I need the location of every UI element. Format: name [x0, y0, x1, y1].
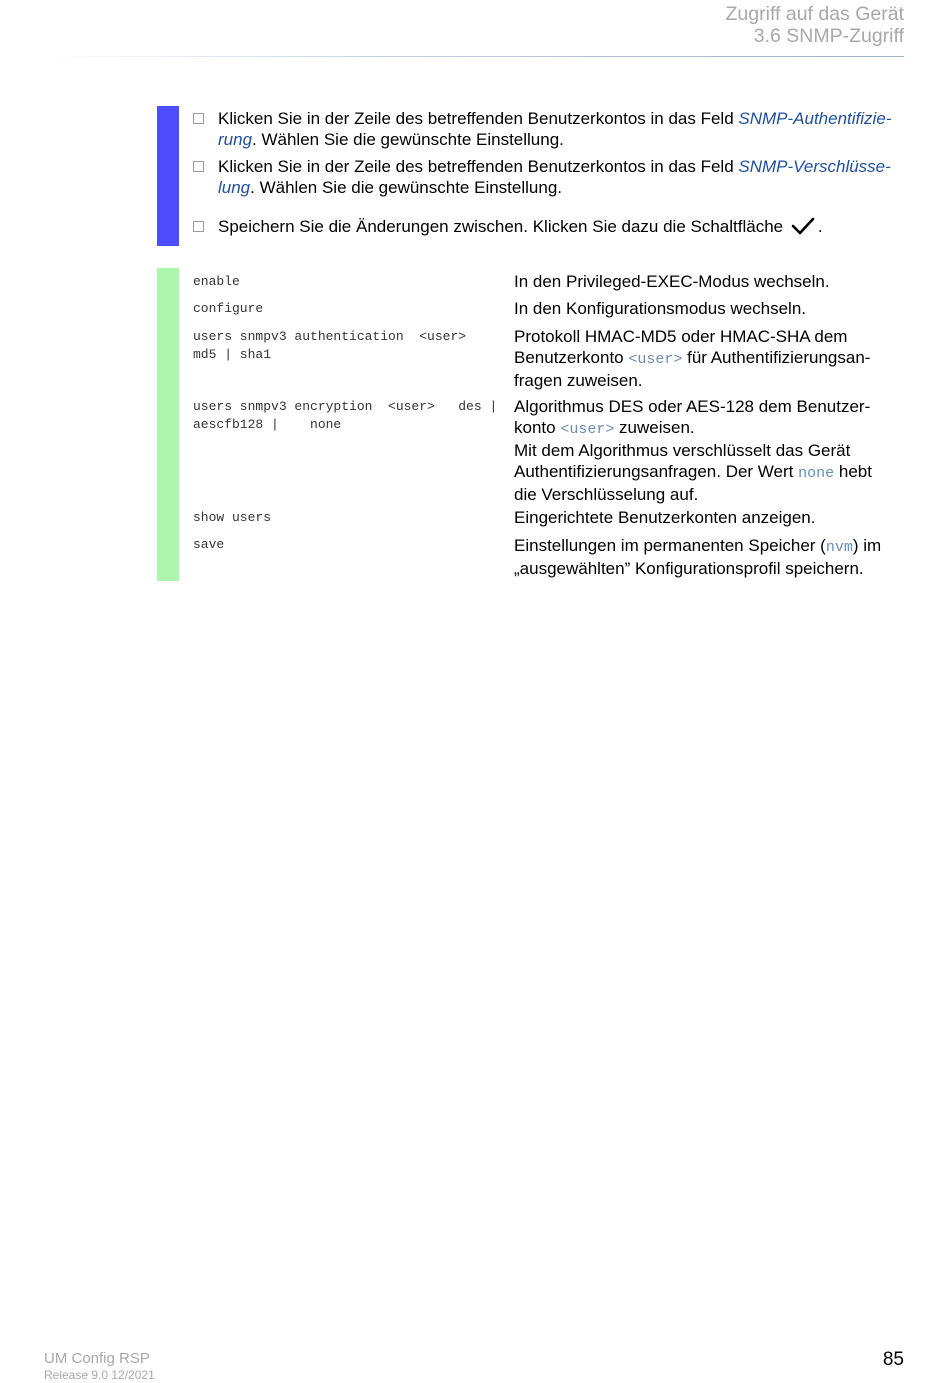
cli-command-save: save	[193, 537, 225, 552]
release-info: Release 9.0 12/2021	[44, 1368, 155, 1382]
description-line: Mit dem Algorithmus verschlüsselt das Gerät	[514, 441, 851, 460]
step-text: Speichern Sie die Änderungen zwischen. Klicken Sie dazu die Schaltfläche	[218, 217, 784, 236]
command-line: users snmpv3 authentication <user>	[193, 329, 467, 344]
page-number: 85	[882, 1349, 904, 1370]
description-line: die Verschlüsselung auf.	[514, 485, 699, 504]
cli-command-encryption	[193, 398, 503, 433]
description-line: konto	[514, 418, 561, 437]
description-line: Benutzerkonto	[514, 348, 629, 367]
description-line: „ausgewählten” Konfigurationsprofil speichern.	[514, 559, 864, 578]
section-title: 3.6 SNMP-Zugriff	[753, 25, 904, 47]
inline-code-user: <user>	[628, 351, 683, 368]
field-name-snmp-authentication-cont: rung	[218, 130, 253, 149]
cli-instructions-marker	[157, 268, 179, 581]
step-text-end: .	[817, 217, 823, 236]
inline-code-nvm: nvm	[825, 539, 853, 556]
command-line: users snmpv3 encryption <user> des |	[193, 399, 498, 414]
description-line: Einstellungen im permanenten Speicher (	[514, 536, 826, 555]
cli-description-show-users: Eingerichtete Benutzerkonten anzeigen.	[514, 508, 816, 527]
command-line: aescfb128 | none	[193, 416, 342, 432]
inline-code-user: <user>	[560, 421, 615, 438]
cli-description-configure: In den Konfigurationsmodus wechseln.	[514, 299, 807, 318]
description-line: ) im	[852, 536, 882, 555]
footer	[44, 1350, 155, 1383]
inline-code-none: none	[798, 465, 835, 482]
description-line: Protokoll HMAC-MD5 oder HMAC-SHA dem	[514, 327, 848, 346]
field-name-snmp-authentication: SNMP-Authentifizie-	[738, 109, 892, 128]
cli-description-authentication	[514, 326, 904, 391]
step-text-end: . Wählen Sie die gewünschte Einstellung.	[252, 130, 564, 149]
step-checkbox-icon	[193, 161, 204, 172]
step-text: Klicken Sie in der Zeile des betreffenden Benutzerkontos in das Feld	[218, 157, 739, 176]
step-text-end: . Wählen Sie die gewünschte Einstellung.	[250, 178, 562, 197]
running-header	[726, 3, 904, 47]
manual-title: UM Config RSP	[44, 1350, 150, 1367]
cli-command-authentication	[193, 328, 503, 363]
step-checkbox-icon	[193, 113, 204, 124]
field-name-snmp-encryption-cont: lung	[218, 178, 251, 197]
gui-step-authentication	[193, 108, 903, 150]
description-line: Algorithmus DES oder AES-128 dem Benutzer-	[514, 397, 871, 416]
gui-step-save	[193, 216, 903, 237]
description-line: für Authentifizierungsan-	[682, 348, 871, 367]
command-line: md5 | sha1	[193, 346, 272, 362]
cli-description-save	[514, 535, 904, 579]
checkmark-icon	[788, 216, 818, 237]
cli-command-configure: configure	[193, 301, 264, 316]
cli-description-enable: In den Privileged-EXEC-Modus wechseln.	[514, 272, 830, 291]
cli-command-enable: enable	[193, 274, 240, 289]
cli-description-encryption	[514, 396, 904, 505]
step-checkbox-icon	[193, 221, 204, 232]
field-name-snmp-encryption: SNMP-Verschlüsse-	[738, 157, 891, 176]
description-line: hebt	[834, 462, 872, 481]
cli-command-show-users: show users	[193, 510, 272, 525]
description-line: fragen zuweisen.	[514, 371, 643, 390]
header-divider	[46, 56, 904, 57]
gui-step-encryption	[193, 156, 903, 198]
step-text: Klicken Sie in der Zeile des betreffenden Benutzerkontos in das Feld	[218, 109, 739, 128]
gui-instructions-marker	[157, 106, 179, 246]
chapter-title: Zugriff auf das Gerät	[725, 3, 904, 25]
description-line: Authentifizierungsanfragen. Der Wert	[514, 462, 799, 481]
description-line: zuweisen.	[614, 418, 695, 437]
